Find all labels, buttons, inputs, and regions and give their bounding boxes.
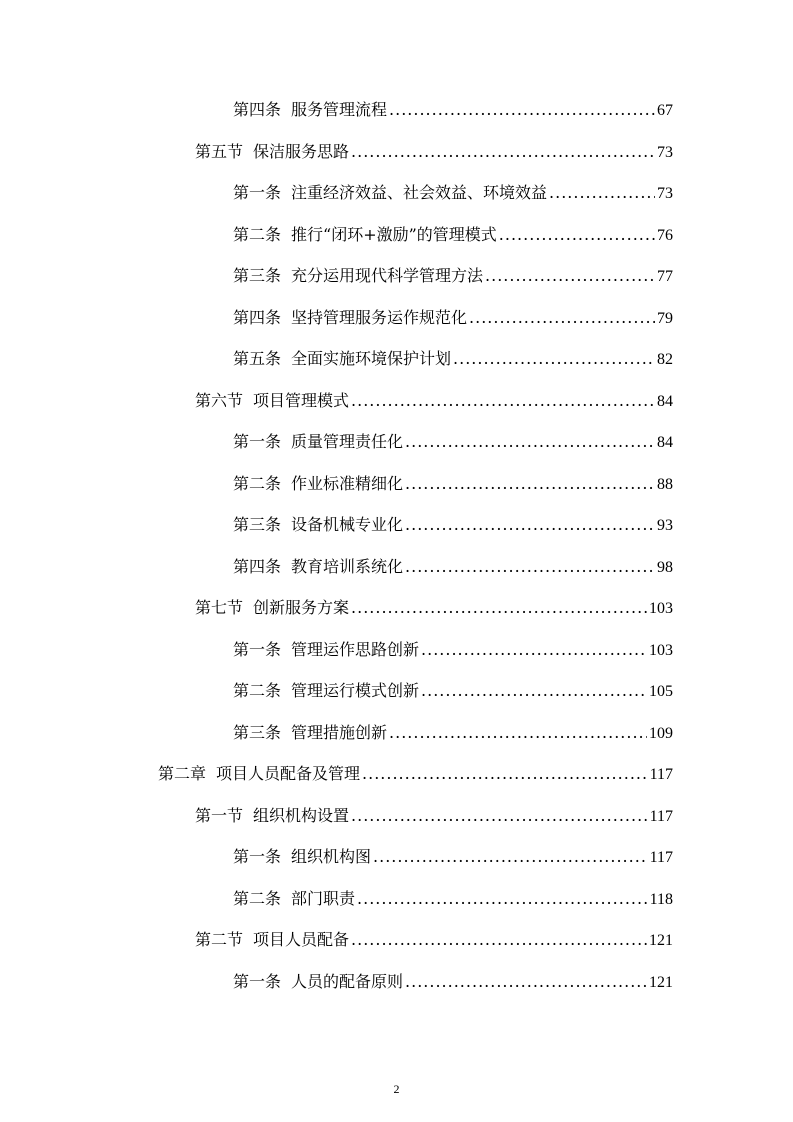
toc-entry-page: 88 xyxy=(657,476,673,493)
toc-dot-leader xyxy=(351,593,647,623)
toc-entry-title: 教育培训系统化 xyxy=(291,557,404,576)
toc-entry-article[interactable] xyxy=(233,884,673,914)
toc-entry-title: 部门职责 xyxy=(291,889,356,908)
toc-entry-page: 76 xyxy=(657,227,673,244)
page-number: 2 xyxy=(393,1082,400,1096)
toc-entry-label: 第三条 xyxy=(233,723,282,742)
toc-dot-leader xyxy=(405,469,655,499)
toc-dot-leader xyxy=(485,261,655,291)
toc-entry-title: 人员的配备原则 xyxy=(291,972,404,991)
toc-dot-leader xyxy=(357,884,648,914)
toc-entry-label: 第二条 xyxy=(233,225,282,244)
toc-entry-title: 项目人员配备及管理 xyxy=(216,764,361,783)
toc-entry-label: 第一条 xyxy=(233,847,282,866)
toc-entry-article[interactable] xyxy=(233,261,673,291)
toc-entry-article[interactable] xyxy=(233,635,673,665)
toc-entry-label: 第四条 xyxy=(233,100,282,119)
toc-entry-page: 77 xyxy=(657,268,673,285)
toc-entry-label: 第五节 xyxy=(195,142,244,161)
toc-entry-article[interactable] xyxy=(233,842,673,872)
toc-entry-page: 67 xyxy=(657,102,673,119)
toc-dot-leader xyxy=(469,303,655,333)
toc-entry-article[interactable] xyxy=(233,95,673,125)
toc-entry-page: 117 xyxy=(649,849,673,866)
toc-entry-title: 充分运用现代科学管理方法 xyxy=(291,266,484,285)
toc-dot-leader xyxy=(405,427,655,457)
toc-entry-label: 第五条 xyxy=(233,349,282,368)
toc-entry-page: 82 xyxy=(657,351,673,368)
toc-entry-label: 第一节 xyxy=(195,806,244,825)
toc-entry-label: 第二章 xyxy=(158,764,207,783)
toc-entry-page: 103 xyxy=(649,600,673,617)
toc-dot-leader xyxy=(351,137,655,167)
toc-dot-leader xyxy=(421,676,647,706)
toc-entry-label: 第二条 xyxy=(233,474,282,493)
toc-entry-page: 105 xyxy=(649,683,673,700)
toc-entry-article[interactable] xyxy=(233,510,673,540)
toc-entry-title: 管理运作思路创新 xyxy=(291,640,420,659)
toc-entry-title: 创新服务方案 xyxy=(253,598,350,617)
toc-entry-section[interactable] xyxy=(195,386,673,416)
toc-entry-section[interactable] xyxy=(195,593,673,623)
toc-entry-title: 管理运行模式创新 xyxy=(291,681,420,700)
toc-entry-title: 全面实施环境保护计划 xyxy=(291,349,452,368)
toc-entry-title: 组织机构图 xyxy=(291,847,372,866)
toc-entry-label: 第七节 xyxy=(195,598,244,617)
toc-entry-page: 79 xyxy=(657,310,673,327)
toc-entry-label: 第二条 xyxy=(233,681,282,700)
toc-entry-title: 作业标准精细化 xyxy=(291,474,404,493)
toc-entry-title: 坚持管理服务运作规范化 xyxy=(291,308,468,327)
toc-entry-article[interactable] xyxy=(233,344,673,374)
toc-entry-label: 第四条 xyxy=(233,308,282,327)
toc-entry-article[interactable] xyxy=(233,552,673,582)
toc-entry-label: 第一条 xyxy=(233,183,282,202)
toc-entry-page: 84 xyxy=(657,393,673,410)
toc-entry-page: 73 xyxy=(657,185,673,202)
toc-entry-label: 第一条 xyxy=(233,640,282,659)
toc-entry-article[interactable] xyxy=(233,303,673,333)
toc-dot-leader xyxy=(351,925,647,955)
toc-dot-leader xyxy=(499,220,655,250)
toc-dot-leader xyxy=(351,386,655,416)
toc-entry-page: 73 xyxy=(657,144,673,161)
toc-entry-page: 118 xyxy=(649,891,673,908)
toc-entry-page: 93 xyxy=(657,517,673,534)
toc-entry-label: 第三条 xyxy=(233,515,282,534)
toc-dot-leader xyxy=(549,178,655,208)
toc-entry-section[interactable] xyxy=(195,801,673,831)
toc-entry-title: 推行“闭环+激励”的管理模式 xyxy=(291,225,497,244)
toc-entry-page: 121 xyxy=(649,974,673,991)
toc-entry-page: 121 xyxy=(649,932,673,949)
toc-entry-chapter[interactable] xyxy=(158,759,673,789)
toc-entry-title: 组织机构设置 xyxy=(253,806,350,825)
toc-dot-leader xyxy=(389,718,647,748)
toc-entry-page: 117 xyxy=(649,808,673,825)
toc-entry-article[interactable] xyxy=(233,676,673,706)
toc-entry-page: 117 xyxy=(649,766,673,783)
toc-entry-article[interactable] xyxy=(233,427,673,457)
toc-entry-title: 项目管理模式 xyxy=(253,391,350,410)
toc-dot-leader xyxy=(405,967,647,997)
toc-entry-section[interactable] xyxy=(195,925,673,955)
toc-entry-article[interactable] xyxy=(233,178,673,208)
toc-entry-article[interactable] xyxy=(233,220,673,250)
toc-entry-title: 设备机械专业化 xyxy=(291,515,404,534)
toc-dot-leader xyxy=(389,95,655,125)
toc-entry-page: 103 xyxy=(649,642,673,659)
toc-dot-leader xyxy=(453,344,655,374)
toc-entry-label: 第二条 xyxy=(233,889,282,908)
toc-entry-label: 第四条 xyxy=(233,557,282,576)
toc-entry-title: 保洁服务思路 xyxy=(253,142,350,161)
toc-entry-page: 84 xyxy=(657,434,673,451)
toc-entry-title: 质量管理责任化 xyxy=(291,432,404,451)
toc-entry-label: 第三条 xyxy=(233,266,282,285)
toc-entry-page: 98 xyxy=(657,559,673,576)
toc-entry-label: 第二节 xyxy=(195,930,244,949)
toc-dot-leader xyxy=(405,552,655,582)
toc-entry-label: 第一条 xyxy=(233,972,282,991)
toc-entry-title: 管理措施创新 xyxy=(291,723,388,742)
toc-entry-article[interactable] xyxy=(233,718,673,748)
toc-entry-label: 第一条 xyxy=(233,432,282,451)
toc-entry-label: 第六节 xyxy=(195,391,244,410)
toc-entry-title: 注重经济效益、社会效益、环境效益 xyxy=(291,183,548,202)
toc-dot-leader xyxy=(421,635,647,665)
toc-dot-leader xyxy=(351,801,648,831)
toc-entry-page: 109 xyxy=(649,725,673,742)
toc-dot-leader xyxy=(362,759,648,789)
toc-entry-title: 服务管理流程 xyxy=(291,100,388,119)
toc-dot-leader xyxy=(405,510,655,540)
toc-entry-article[interactable] xyxy=(233,967,673,997)
toc-entry-section[interactable] xyxy=(195,137,673,167)
toc-dot-leader xyxy=(373,842,648,872)
toc-entry-title: 项目人员配备 xyxy=(253,930,350,949)
toc-entry-article[interactable] xyxy=(233,469,673,499)
